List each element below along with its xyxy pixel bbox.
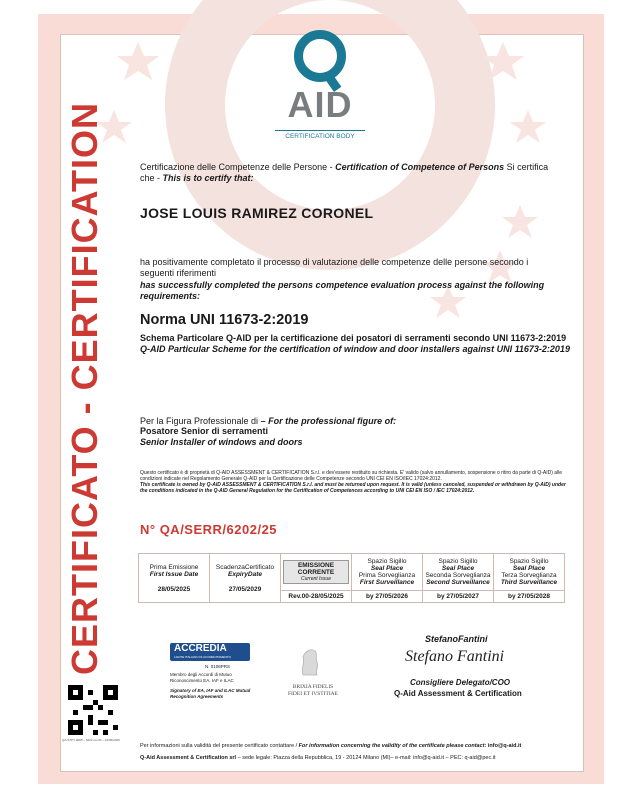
footer-address: – sede legale: Piazza della Repubblica, 19 - 20124 Milano (MI)– e-mail: info@q-aid.it – PEC: q-aid@pec.it (236, 755, 496, 761)
current-issue-stamp (281, 554, 352, 591)
first-issue-it: Prima Emissione (149, 563, 199, 571)
motto-line2: FIDEI ET IVSTITIAE (288, 691, 338, 697)
seal2-it: Spazio Sigillo (438, 558, 478, 566)
surv1-it: Prima Sorveglianza (358, 572, 416, 580)
figure-it: Per la Figura Professionale di (140, 416, 261, 426)
signer-company: Q-Aid Assessment & Certification (394, 689, 522, 698)
footer-en: For information concerning the validity of the certificate please contact (298, 743, 485, 749)
footer-email: : info@q-aid.it (484, 743, 522, 749)
seal1-en: Seal Place (370, 565, 404, 573)
seal1-it: Spazio Sigillo (367, 558, 407, 566)
scheme-it: Schema Particolare Q-AID per la certificazione dei posatori di serramenti secondo UNI 11673-2:2019 (140, 333, 567, 343)
surv3-en: Third Surveillance (500, 579, 558, 587)
seal1-cell (352, 554, 423, 591)
signer-name: StefanoFantini (425, 634, 488, 644)
accredia-name: ACCREDIA (174, 643, 227, 654)
seal3-it: Spazio Sigillo (509, 558, 549, 566)
expiry-en: ExpiryDate (228, 570, 262, 578)
logo-certification-body: CERTIFICATION BODY (275, 130, 365, 140)
accredia-num: N. 0106PRS (204, 664, 230, 669)
stamp-line3: Current Issue (300, 576, 331, 583)
intro-it: Certificazione delle Competenze delle Persone - (140, 162, 336, 172)
seal2-en: Seal Place (441, 565, 475, 573)
qaid-logo (275, 30, 365, 145)
q-ring-icon (294, 30, 346, 82)
seal2-cell (423, 554, 494, 591)
qr-code-icon (68, 685, 118, 735)
surv1-by: by 27/05/2026 (352, 591, 423, 603)
surv2-it: Seconda Sorveglianza (425, 572, 491, 580)
surv2-en: Second Surveillance (426, 579, 490, 587)
figure-name-it: Posatore Senior di serramenti (140, 426, 269, 436)
expiry-it: ScadenzaCertificato (215, 563, 275, 571)
scheme-en: Q-AID Particular Scheme for the certification of window and door installers against UNI 11673-2:2019 (140, 344, 570, 354)
certify-it: Si certifica che - (140, 162, 549, 183)
legal-en: This certificate is owned by Q-AID ASSESSMENT & CERTIFICATION S.r.l. and must be returned upon request. It is valid (unless canceled, suspended or withdrawn by Q-AID) under the conditions indicated in the Q-AID General Regulation for the Certification of Competences according to UNI CEI EN ISO / IEC 17024:2012. (140, 482, 566, 494)
motto-line1: BRIXIA FIDELIS (292, 684, 334, 690)
scheme-text (140, 333, 570, 355)
certificate-number: N° QA/SERR/6202/25 (140, 522, 278, 537)
validity-table (138, 553, 565, 603)
accredia-logo (170, 643, 250, 661)
legal-it: Questo certificato è di proprietà di Q-AID ASSESSMENT & CERTIFICATION S.r.l. e dev'essere restituito su richiesta. E' valido (salvo annullamento, sospensione o ritiro da parte di Q-AID) alle condizioni indicate nel Regolamento Generale Q-AID per la Certificazione delle Competenze secondo UNI CEI EN ISO/IEC 17024:2012. (140, 470, 563, 482)
completed-en: has successfully completed the persons competence evaluation process against the following requirements: (140, 280, 545, 301)
stamp-line1: EMISSIONE (297, 562, 335, 570)
completed-it: ha positivamente completato il processo di valutazione delle competenze delle persone secondo i seguenti riferimenti (140, 257, 529, 278)
lion-crest-icon (297, 645, 323, 679)
holder-name: JOSE LOUIS RAMIREZ CORONEL (140, 205, 374, 221)
figure-name-en: Senior Installer of windows and doors (140, 437, 303, 447)
certify-en: This is to certify that: (162, 173, 254, 183)
expiry-cell (210, 554, 281, 603)
footer-company: Q-Aid Assessment & Certification srl (140, 755, 237, 761)
signer-role: Consigliere Delegato/COO (410, 678, 511, 687)
legal-text (140, 470, 570, 494)
intro-line (140, 162, 565, 184)
side-title: CERTIFICATO - CERTIFICATION (64, 102, 105, 675)
first-issue-cell (139, 554, 210, 603)
qr-caption: QA-STPT-0085 – 6202 rev.00 – 01/05/2025 (62, 738, 120, 742)
expiry-date: 27/05/2029 (228, 585, 262, 593)
footer-line2 (140, 755, 580, 762)
accredia-sub: L'ENTE ITALIANO DI ACCREDITAMENTO (174, 655, 231, 659)
logo-aid-text: AID (287, 84, 353, 125)
first-issue-en: First Issue Date (149, 570, 199, 578)
stamp-line2: CORRENTE (297, 569, 335, 577)
figure-en: – For the professional figure of: (260, 416, 397, 426)
footer-it: Per informazioni sulla validità del presente certificato contattare / (140, 743, 299, 749)
norm-title: Norma UNI 11673-2:2019 (140, 312, 309, 328)
seal3-en: Seal Place (512, 565, 546, 573)
accredia-member-it: Membro degli Accordi di Mutuo Riconoscimento EA, IAF e ILAC (170, 672, 234, 683)
revision-cell: Rev.00-28/05/2025 (281, 591, 352, 603)
seal3-cell (494, 554, 565, 591)
surv3-it: Terza Sorveglianza (501, 572, 557, 580)
surv3-by: by 27/05/2028 (494, 591, 565, 603)
first-issue-date: 28/05/2025 (157, 585, 191, 593)
surv1-en: First Surveillance (359, 579, 415, 587)
intro-en: Certification of Competence of Persons (335, 162, 505, 172)
footer-line1 (140, 743, 580, 750)
accredia-member-en: Signatory of EA, IAF and ILAC Mutual Recognition Agreements (170, 688, 251, 699)
surv2-by: by 27/05/2027 (423, 591, 494, 603)
signature: Stefano Fantini (405, 648, 505, 665)
